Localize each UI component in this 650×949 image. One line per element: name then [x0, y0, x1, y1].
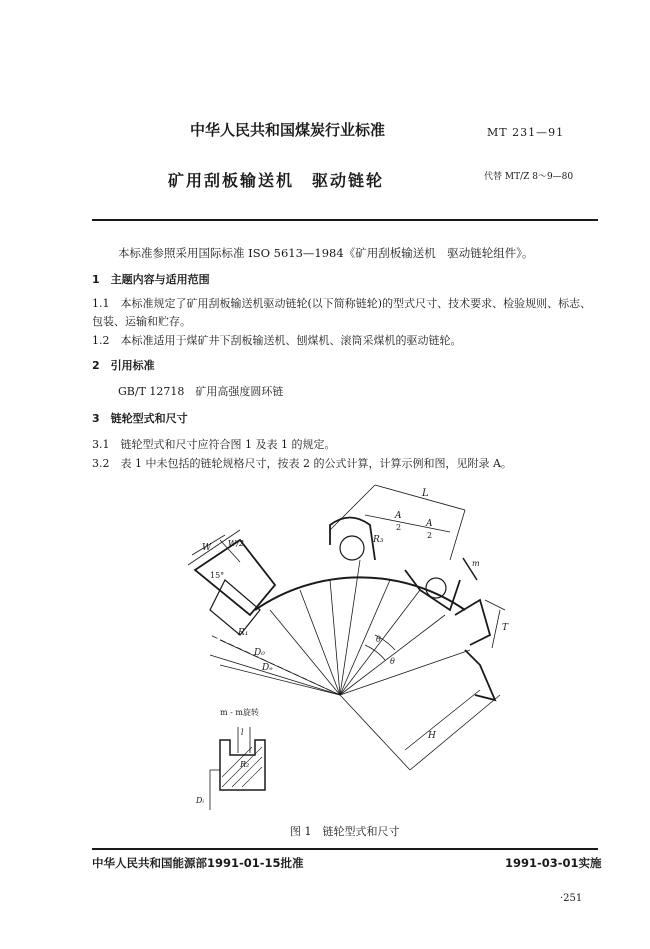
- label-l: l: [241, 728, 244, 737]
- label-theta: θ: [376, 635, 381, 644]
- label-T: T: [502, 623, 509, 633]
- label-Di: Dᵢ: [196, 796, 205, 805]
- section-mm-drawing: [190, 705, 300, 815]
- label-A-b: A: [426, 519, 433, 529]
- label-D0: D₀: [254, 648, 265, 658]
- sprocket-body: [255, 577, 465, 610]
- label-W: W: [202, 543, 212, 553]
- clause-3-1: 3.1 链轮型式和尺寸应符合图 1 及表 1 的规定。: [92, 438, 336, 451]
- figure-caption: 图 1 链轮型式和尺寸: [290, 825, 400, 838]
- label-A-a: A: [395, 511, 402, 521]
- label-L: L: [422, 488, 429, 499]
- top-right-tooth: [405, 570, 460, 610]
- section-2-heading: 2 引用标准: [92, 359, 155, 372]
- section-1-heading: 1 主题内容与适用范围: [92, 273, 210, 286]
- header-rule: [92, 219, 598, 221]
- page-number: ·251: [560, 893, 583, 904]
- clause-1-1-line1: 1.1 本标准规定了矿用刮板输送机驱动链轮(以下简称链轮)的型式尺寸、技术要求、检验规则、标志、: [92, 297, 592, 310]
- label-De: Dₑ: [262, 663, 273, 673]
- intro-paragraph: 本标准参照采用国际标准 ISO 5613—1984《矿用刮板输送机 驱动链轮组件》。: [118, 246, 534, 260]
- label-R1: R₁: [238, 628, 249, 638]
- label-15deg: 15°: [210, 571, 225, 580]
- section-3-heading: 3 链轮型式和尺寸: [92, 412, 188, 425]
- right-lower-tooth: [465, 650, 495, 700]
- label-two-a: 2: [396, 523, 402, 532]
- top-tooth: [330, 518, 375, 561]
- label-two-b: 2: [427, 531, 433, 540]
- clause-1-2: 1.2 本标准适用于煤矿井下刮板输送机、刨煤机、滚筒采煤机的驱动链轮。: [92, 334, 462, 347]
- label-H: H: [428, 731, 436, 741]
- effective-date: 1991-03-01实施: [505, 856, 602, 870]
- label-R2: R₂: [240, 760, 250, 769]
- label-m: m: [472, 559, 480, 568]
- standard-number: MT 231—91: [487, 126, 565, 139]
- clause-3-2: 3.2 表 1 中未包括的链轮规格尺寸，按表 2 的公式计算，计算示例和图，见附录 A。: [92, 457, 512, 470]
- replaces-note: 代替 MT/Z 8～9—80: [484, 172, 574, 182]
- chain-link-top: [340, 536, 364, 560]
- footer-rule: [92, 848, 598, 850]
- reference-standard: GB/T 12718 矿用高强度圆环链: [118, 385, 284, 398]
- org-title: 中华人民共和国煤炭行业标准: [190, 121, 386, 139]
- clause-1-1-line2: 包装、运输和贮存。: [92, 315, 191, 328]
- chain-link-right: [426, 578, 446, 598]
- radial-lines: [210, 560, 470, 695]
- label-theta-2: θ: [390, 657, 395, 666]
- document-title: 矿用刮板输送机 驱动链轮: [168, 171, 385, 190]
- label-section-title: m - m旋转: [220, 708, 259, 717]
- label-R3: R₃: [373, 535, 384, 545]
- approval-line: 中华人民共和国能源部1991-01-15批准: [92, 856, 304, 870]
- label-W2: W/2: [228, 539, 245, 548]
